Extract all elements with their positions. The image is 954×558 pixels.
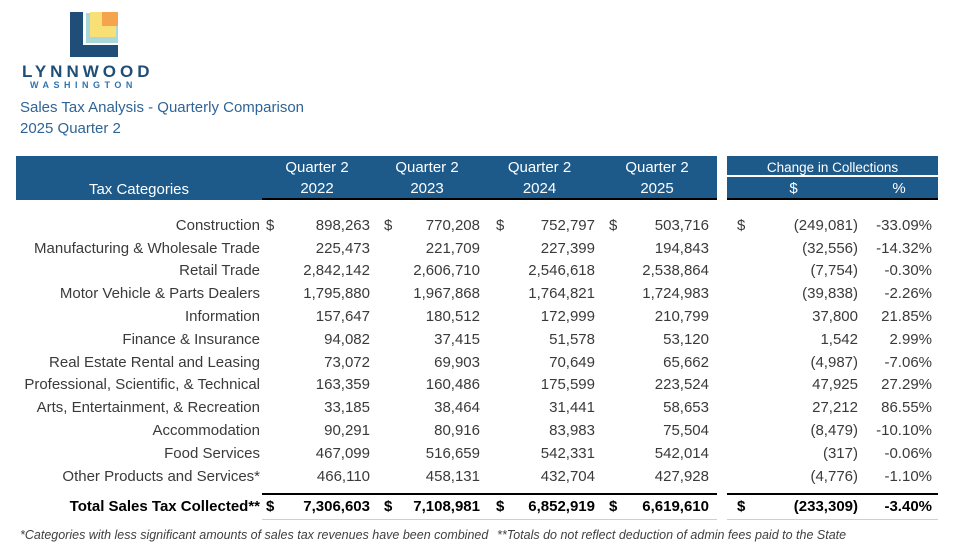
cell-change-percent: -10.10% (876, 422, 932, 440)
value-2022: 2,842,142 (303, 262, 370, 280)
dollar-sign: $ (496, 498, 505, 516)
cell-category: Construction (175, 216, 260, 234)
value-2024: 1,764,821 (528, 285, 595, 303)
cell-change-dollar (727, 374, 860, 397)
cell-category: Motor Vehicle & Parts Dealers (59, 285, 260, 303)
gap-cell (717, 396, 727, 419)
cell-2022 (262, 282, 372, 305)
cell-change-dollar (727, 260, 860, 283)
cell-2025 (597, 214, 717, 237)
table-row (16, 442, 938, 465)
cell-change-percent: -0.06% (884, 444, 932, 462)
value-2023: 770,208 (425, 216, 480, 234)
value-2023: 38,464 (434, 399, 480, 417)
cell-2024 (482, 305, 597, 328)
header-change-in-collections (727, 156, 938, 178)
cell-2022 (262, 260, 372, 283)
cell-2024 (482, 374, 597, 397)
cell-2025 (597, 374, 717, 397)
value-2024: 172,999 (540, 308, 595, 326)
cell-2024 (482, 328, 597, 351)
value-2022: 94,082 (324, 330, 370, 348)
table-row (16, 214, 938, 237)
value-2025: 75,504 (663, 422, 709, 440)
cell-change-dollar (727, 282, 860, 305)
cell-2022 (262, 396, 372, 419)
cell-category: Other Products and Services* (62, 467, 260, 485)
gap-cell (717, 419, 727, 442)
cell-2024 (482, 419, 597, 442)
table-header-row-1 (16, 156, 938, 178)
table-row (16, 305, 938, 328)
dollar-sign: $ (266, 498, 275, 516)
cell-2022 (262, 237, 372, 260)
dollar-sign: $ (609, 498, 618, 516)
cell-category: Arts, Entertainment, & Recreation (36, 399, 260, 417)
value-change: (7,754) (810, 262, 858, 280)
cell-2022 (262, 442, 372, 465)
cell-change-percent: -33.09% (876, 216, 932, 234)
header-quarter-2024: Quarter 2 (482, 156, 597, 178)
cell-change-dollar (727, 305, 860, 328)
value-2022: 73,072 (324, 353, 370, 371)
table-header-row-2 (16, 178, 938, 200)
total-change-dollar (727, 493, 860, 520)
value-2024: 70,649 (549, 353, 595, 371)
cell-2023 (372, 214, 482, 237)
cell-change-percent: -2.26% (884, 285, 932, 303)
footnote-left: *Categories with less significant amounts of sales tax revenues have been combined (20, 528, 489, 542)
cell-category: Accommodation (152, 422, 260, 440)
logo-orange-square (102, 12, 118, 26)
value-2022: 466,110 (316, 467, 370, 485)
value-2025: 65,662 (663, 353, 709, 371)
logo-wordmark: LYNNWOOD (22, 62, 154, 81)
value-change: (39,838) (802, 285, 858, 303)
gap-cell (717, 260, 727, 283)
value-2022: 467,099 (315, 444, 370, 462)
value-change: (249,081) (793, 216, 858, 234)
cell-change-dollar (727, 419, 860, 442)
value-2024: 175,599 (540, 376, 595, 394)
cell-category: Information (184, 308, 260, 326)
value-2023: 2,606,710 (413, 262, 480, 280)
value-2023: 80,916 (434, 422, 480, 440)
tax-table (16, 156, 938, 520)
cell-2022 (262, 374, 372, 397)
cell-2025 (597, 328, 717, 351)
logo-l-horizontal (70, 45, 118, 57)
dollar-sign: $ (737, 216, 746, 234)
value-2025: 542,014 (654, 444, 709, 462)
value-change: 47,925 (812, 376, 858, 394)
value-2023: 516,659 (425, 444, 480, 462)
total-value-2022: 7,306,603 (303, 498, 370, 516)
value-2022: 90,291 (324, 422, 370, 440)
table-row (16, 419, 938, 442)
cell-change-dollar (727, 442, 860, 465)
cell-2025 (597, 305, 717, 328)
value-change: (317) (822, 444, 858, 462)
cell-category: Manufacturing & Wholesale Trade (34, 239, 260, 257)
dollar-sign: $ (384, 498, 393, 516)
table-row (16, 465, 938, 488)
value-2025: 210,799 (654, 308, 709, 326)
value-2025: 53,120 (663, 330, 709, 348)
cell-change-percent: -0.30% (884, 262, 932, 280)
header-gap (717, 156, 727, 178)
cell-2025 (597, 465, 717, 488)
gap-cell (717, 493, 727, 520)
cell-category: Food Services (164, 444, 260, 462)
value-2022: 1,795,880 (303, 285, 370, 303)
value-2023: 1,967,868 (413, 285, 480, 303)
gap-cell (717, 214, 727, 237)
header-gap (717, 178, 727, 200)
value-2022: 225,473 (315, 239, 370, 257)
gap-cell (717, 305, 727, 328)
value-2023: 160,486 (425, 376, 480, 394)
value-2023: 458,131 (425, 467, 480, 485)
cell-2024 (482, 237, 597, 260)
cell-2024 (482, 260, 597, 283)
cell-2024 (482, 465, 597, 488)
cell-2024 (482, 351, 597, 374)
value-2024: 83,983 (549, 422, 595, 440)
value-2025: 58,653 (663, 399, 709, 417)
cell-2025 (597, 351, 717, 374)
gap-cell (717, 442, 727, 465)
dollar-sign: $ (737, 498, 746, 516)
dollar-sign: $ (266, 216, 275, 234)
lynnwood-logo-mark (70, 12, 118, 57)
value-2025: 503,716 (654, 216, 709, 234)
cell-category: Real Estate Rental and Leasing (49, 353, 260, 371)
dollar-sign: $ (496, 216, 505, 234)
cell-2022 (262, 351, 372, 374)
cell-change-dollar (727, 351, 860, 374)
value-2025: 194,843 (654, 239, 709, 257)
report-subtitle: 2025 Quarter 2 (20, 120, 121, 137)
header-quarter-2023: Quarter 2 (372, 156, 482, 178)
value-2025: 1,724,983 (642, 285, 709, 303)
value-2025: 223,524 (654, 376, 709, 394)
table-row (16, 260, 938, 283)
value-2023: 37,415 (434, 330, 480, 348)
cell-2022 (262, 465, 372, 488)
cell-2025 (597, 237, 717, 260)
table-row (16, 374, 938, 397)
total-2024 (482, 493, 597, 520)
cell-2023 (372, 282, 482, 305)
gap-cell (717, 237, 727, 260)
value-change: 1,542 (820, 330, 858, 348)
total-change-percent: -3.40% (860, 493, 938, 520)
table-row (16, 396, 938, 419)
value-2025: 2,538,864 (642, 262, 709, 280)
value-2022: 898,263 (315, 216, 370, 234)
cell-2025 (597, 282, 717, 305)
cell-2022 (262, 305, 372, 328)
value-2025: 427,928 (654, 467, 709, 485)
cell-2025 (597, 419, 717, 442)
cell-2023 (372, 305, 482, 328)
header-change-dollar: $ (727, 178, 860, 200)
table-row (16, 237, 938, 260)
header-year-2025: 2025 (597, 178, 717, 200)
cell-2024 (482, 214, 597, 237)
cell-change-percent: 2.99% (889, 330, 932, 348)
value-2024: 31,441 (549, 399, 595, 417)
cell-change-percent: -7.06% (884, 353, 932, 371)
value-change: (4,987) (810, 353, 858, 371)
value-2023: 69,903 (434, 353, 480, 371)
cell-change-percent: 27.29% (881, 376, 932, 394)
dollar-sign: $ (384, 216, 393, 234)
value-change: (32,556) (802, 239, 858, 257)
cell-change-percent: 86.55% (881, 399, 932, 417)
value-2024: 432,704 (540, 467, 595, 485)
cell-change-dollar (727, 328, 860, 351)
total-value-2025: 6,619,610 (642, 498, 709, 516)
header-year-2024: 2024 (482, 178, 597, 200)
gap-cell (717, 374, 727, 397)
header-year-2022: 2022 (262, 178, 372, 200)
value-2024: 51,578 (549, 330, 595, 348)
value-2024: 542,331 (540, 444, 595, 462)
cell-2024 (482, 282, 597, 305)
table-row (16, 282, 938, 305)
header-quarter-2022: Quarter 2 (262, 156, 372, 178)
total-label: Total Sales Tax Collected** (69, 497, 260, 515)
table-body (16, 200, 938, 488)
total-value-2023: 7,108,981 (413, 498, 480, 516)
cell-2022 (262, 328, 372, 351)
cell-2024 (482, 396, 597, 419)
page-title: Sales Tax Analysis - Quarterly Comparison (20, 99, 305, 116)
cell-change-percent: -1.10% (884, 467, 932, 485)
cell-category: Retail Trade (179, 262, 260, 280)
cell-change-dollar (727, 237, 860, 260)
value-2023: 221,709 (425, 239, 480, 257)
value-2024: 2,546,618 (528, 262, 595, 280)
value-2024: 227,399 (540, 239, 595, 257)
cell-change-dollar (727, 465, 860, 488)
table-row (16, 351, 938, 374)
header-tax-categories: Tax Categories (16, 178, 262, 200)
total-value-2024: 6,852,919 (528, 498, 595, 516)
value-change: (8,479) (810, 422, 858, 440)
cell-2023 (372, 374, 482, 397)
value-change: (4,776) (810, 467, 858, 485)
value-2022: 33,185 (324, 399, 370, 417)
footnote-right: **Totals do not reflect deduction of admin fees paid to the State (497, 528, 847, 542)
cell-category: Professional, Scientific, & Technical (24, 376, 260, 394)
value-2023: 180,512 (425, 308, 480, 326)
header-spacer (16, 156, 262, 178)
cell-2023 (372, 260, 482, 283)
header-year-2023: 2023 (372, 178, 482, 200)
gap-cell (717, 328, 727, 351)
cell-2023 (372, 442, 482, 465)
cell-change-percent: 21.85% (881, 308, 932, 326)
total-row (16, 493, 938, 520)
header-quarter-2025: Quarter 2 (597, 156, 717, 178)
logo-subwordmark: WASHINGTON (30, 80, 137, 90)
cell-2025 (597, 260, 717, 283)
cell-2025 (597, 442, 717, 465)
total-value-change: (233,309) (793, 498, 858, 516)
value-change: 37,800 (812, 308, 858, 326)
value-change: 27,212 (812, 399, 858, 417)
cell-2022 (262, 214, 372, 237)
table-row (16, 328, 938, 351)
change-label: Change in Collections (766, 159, 899, 175)
cell-2024 (482, 442, 597, 465)
cell-2023 (372, 237, 482, 260)
gap-cell (717, 465, 727, 488)
total-2023 (372, 493, 482, 520)
cell-change-dollar (727, 396, 860, 419)
change-underline (727, 175, 938, 177)
gap-cell (717, 282, 727, 305)
cell-2023 (372, 351, 482, 374)
cell-change-percent: -14.32% (876, 239, 932, 257)
value-2024: 752,797 (540, 216, 595, 234)
cell-2023 (372, 465, 482, 488)
cell-2023 (372, 396, 482, 419)
cell-2022 (262, 419, 372, 442)
gap-cell (717, 351, 727, 374)
total-2025 (597, 493, 717, 520)
cell-2023 (372, 328, 482, 351)
cell-category: Finance & Insurance (122, 330, 260, 348)
header-change-percent: % (860, 178, 938, 200)
value-2022: 157,647 (315, 308, 370, 326)
total-2022 (262, 493, 372, 520)
cell-change-dollar (727, 214, 860, 237)
dollar-sign: $ (609, 216, 618, 234)
cell-2023 (372, 419, 482, 442)
cell-2025 (597, 396, 717, 419)
value-2022: 163,359 (315, 376, 370, 394)
